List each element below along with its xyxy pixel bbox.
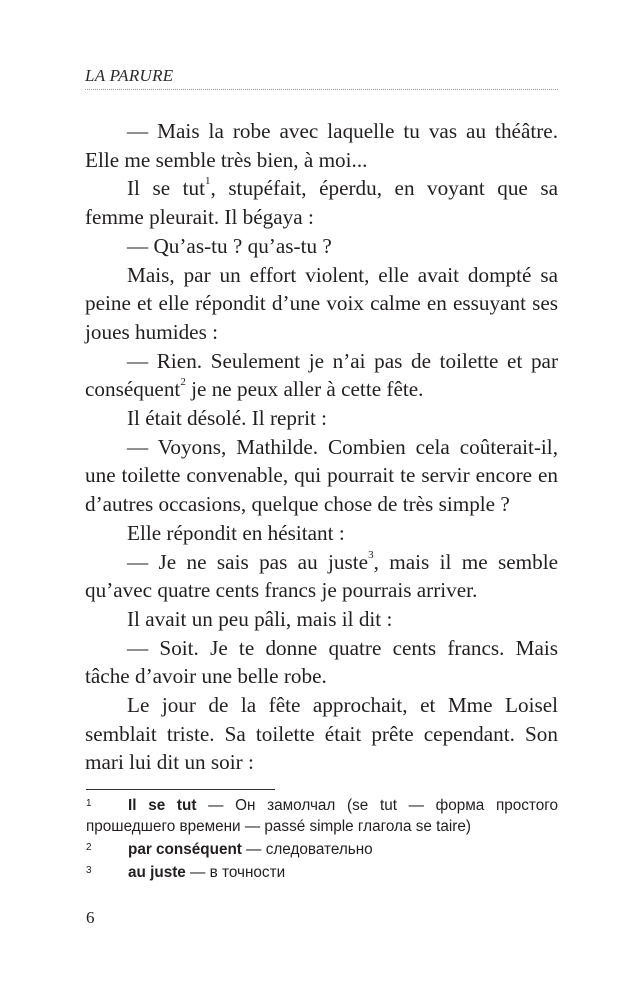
paragraph <box>85 404 558 433</box>
paragraph <box>85 519 558 548</box>
paragraph-text: Le jour de la fête approchait, et Mme Loisel semblait triste. Sa toilette était prête cependant. Son mari lui dit un soir : <box>85 693 558 775</box>
footnote-definition: — Он замолчал (se tut — форма простого прошедшего времени — passé simple глагола se taire) <box>86 797 559 835</box>
paragraph-text: je ne peux aller à cette fête. <box>185 377 424 402</box>
paragraph <box>85 548 558 605</box>
paragraph-text: Elle répondit en hésitant : <box>127 520 345 545</box>
paragraph-text: — Mais la robe avec laquelle tu vas au théâtre. Elle me semble très bien, à moi... <box>85 119 558 172</box>
footnote-number: 3 <box>86 865 92 876</box>
paragraph <box>85 232 558 261</box>
paragraph-text: , stupéfait, éperdu, en voyant que sa femme pleurait. Il bégaya : <box>85 176 558 230</box>
footnote-ref[interactable]: 1 <box>205 175 211 188</box>
footnote-separator-rule <box>86 789 275 790</box>
paragraph <box>85 174 558 231</box>
footnote-definition: — следовательно <box>241 841 373 858</box>
footnote-item <box>86 795 558 837</box>
running-head: LA PARURE <box>85 66 174 85</box>
paragraph <box>85 347 558 404</box>
paragraph <box>85 117 558 174</box>
paragraph-text: Il était désolé. Il reprit : <box>127 406 328 431</box>
footnote-term: au juste <box>128 864 186 881</box>
footnote-term: Il se tut <box>128 797 197 814</box>
paragraph <box>85 433 558 519</box>
paragraph <box>85 605 558 634</box>
body-text <box>85 117 558 777</box>
paragraph-text: Il avait un peu pâli, mais il dit : <box>127 606 393 631</box>
footnote-item <box>86 862 558 883</box>
footnote-item <box>86 839 558 860</box>
book-page <box>85 0 558 1000</box>
paragraph-text: — Soit. Je te donne quatre cents francs. Mais tâche d’avoir une belle robe. <box>85 635 558 689</box>
footnote-number: 1 <box>86 798 92 809</box>
header-dotted-rule <box>85 89 558 90</box>
paragraph-text: — Rien. Seulement je n’ai pas de toilette et par conséquent <box>85 348 558 402</box>
footnotes <box>86 795 558 885</box>
paragraph-text: — Qu’as-tu ? qu’as-tu ? <box>127 233 332 258</box>
paragraph <box>85 691 558 777</box>
paragraph-text: Mais, par un effort violent, elle avait dompté sa peine et elle répondit d’une voix calme en essuyant ses joues humides : <box>85 262 558 344</box>
paragraph-text: — Je ne sais pas au juste <box>127 549 369 574</box>
paragraph-text: Il se tut <box>127 176 205 201</box>
paragraph <box>85 634 558 691</box>
footnote-ref[interactable]: 2 <box>180 376 186 389</box>
page-number: 6 <box>86 908 95 927</box>
paragraph-text: — Voyons, Mathilde. Combien cela coûterait-il, une toilette convenable, qui pourrait te servir encore en d’autres occasions, quelque chose de très simple ? <box>85 434 558 517</box>
footnote-definition: — в точности <box>185 864 286 881</box>
paragraph-text: , mais il me semble qu’avec quatre cents francs je pourrais arriver. <box>85 549 558 603</box>
footnote-term: par conséquent <box>128 841 242 858</box>
footnote-ref[interactable]: 3 <box>368 548 374 561</box>
footnote-number: 2 <box>86 842 92 853</box>
paragraph <box>85 261 558 347</box>
